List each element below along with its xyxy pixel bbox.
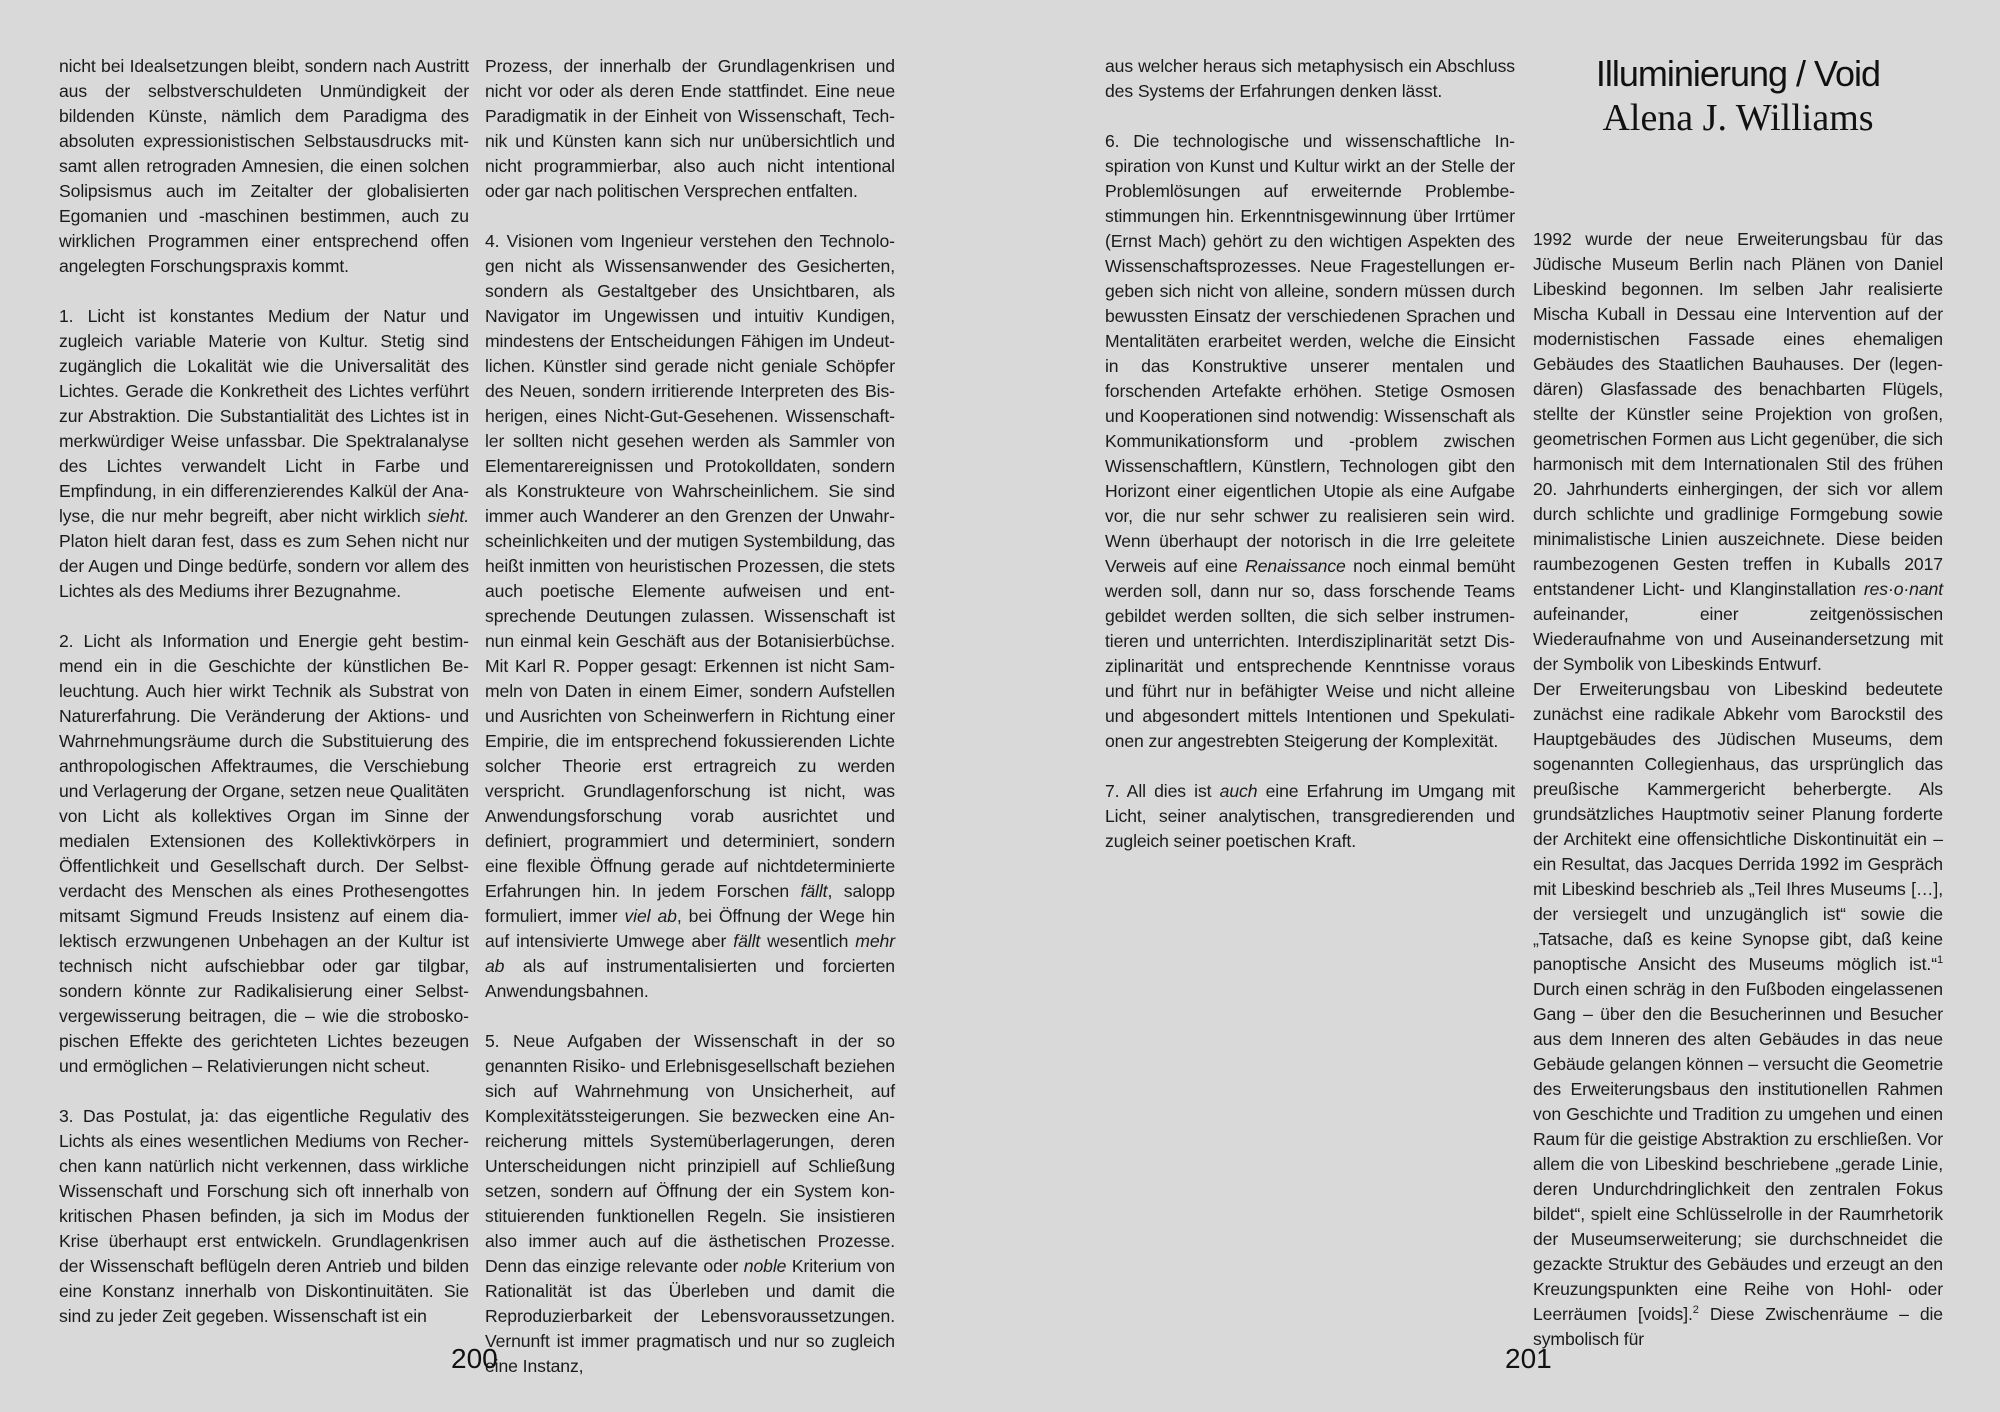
article-heading [1533,52,1943,140]
paragraph-4: 4. Visionen vom Ingenieur verstehen den Technologen nicht als Wissensanwender des Gesicherten, sondern als Gestaltgeber des Unsichtbaren, als Navigator im Ungewissen und intuitiv Kundigen, mindestens der Entscheidungen Fähigen im Undeutlichen. Künstler sind gerade nicht geniale Schöpfer des Neuen, sondern irritierende Interpreten des Bisherigen, eines Nicht-Gut-Gesehenen. Wissenschaftler sollten nicht gesehen werden als Sammler von Elementarereignissen und Protokolldaten, sondern als Konstrukteure von Wahrscheinlichem. Sie sind immer auch Wanderer an den Grenzen der Unwahrscheinlichkeiten und der mutigen Systembildung, das heißt inmitten von heuristischen Prozessen, die stets auch poetische Elemente aufweisen und entsprechende Deutungen zulassen. Wissenschaft ist nun einmal kein Geschäft aus der Botanisierbüchse. Mit Karl R. Popper gesagt: Erkennen ist nicht Sammeln von Daten in einem Eimer, sondern Aufstellen und Ausrichten von Scheinwerfern in Richtung einer Empirie, die im entsprechend fokussierenden Lichte solcher Theorie erst ertragreich zu werden verspricht. Grundlagenforschung ist nicht, was Anwendungsforschung vorab ausrichtet und definiert, programmiert und determiniert, sondern eine flexible Öffnung gerade auf nichtdeterminierte Erfahrungen hin. In jedem Forschen fällt, salopp formuliert, immer viel ab, bei Öffnung der Wege hin auf intensivierte Umwege aber fällt wesentlich mehr ab als auf instrumentalisierten und forcierten Anwendungsbahnen. [485,231,895,1001]
paragraph-1: 1. Licht ist konstantes Medium der Natur und zugleich variable Materie von Kultur. Stetig sind zugänglich die Lokalität wie die Universalität des Lichtes. Gerade die Konkretheit des Lichtes verführt zur Abstraktion. Die Substantialität des Lichtes ist in merkwürdiger Weise unfassbar. Die Spektralanalyse des Lichtes verwandelt Licht in Farbe und Empfindung, in ein differenzierendes Kalkül der Analyse, die nur mehr begreift, aber nicht wirklich sieht. Platon hielt daran fest, dass es zum Sehen nicht nur der Augen und Dinge bedürfe, sondern vor allem des Lichtes als des Mediums ihrer Bezugnahme. [59,306,469,601]
column-1 [59,54,469,1329]
column-4 [1533,227,1943,1352]
emphasis: fällt [733,931,761,951]
paragraph-3: 3. Das Postulat, ja: das eigentliche Regulativ des Lichts als eines wesentlichen Mediums von Recherchen kann natürlich nicht verkennen, dass wirkliche Wissenschaft und Forschung sich oft innerhalb von kritischen Phasen befinden, ja sich im Modus der Krise überhaupt erst entwickeln. Grundlagenkrisen der Wissenschaft beflügeln deren Antrieb und bilden eine Konstanz innerhalb von Diskontinuitäten. Sie sind zu jeder Zeit gegeben. Wissenschaft ist ein [59,1106,469,1326]
paragraph-5-continued: aus welcher heraus sich metaphysisch ein Abschluss des Systems der Erfahrungen denken lässt. [1105,56,1515,101]
emphasis: fällt [800,881,828,901]
column-2 [485,54,895,1379]
paragraph-7: 7. All dies ist auch eine Erfahrung im Umgang mit Licht, seiner analytischen, transgredierenden und zugleich seiner poetischen Kraft. [1105,781,1516,851]
emphasis: noble [743,1256,787,1276]
paragraph-3-continued: Prozess, der innerhalb der Grundlagenkrisen und nicht vor oder als deren Ende stattfindet. Eine neue Paradigmatik in der Einheit von Wissenschaft, Technik und Künsten kann sich nur unübersichtlich und nicht programmierbar, also auch nicht intentional oder gar nach politischen Versprechen entfalten. [485,56,895,201]
emphasis: viel ab [624,906,677,926]
article-paragraph-1: 1992 wurde der neue Erweiterungsbau für das Jüdische Museum Berlin nach Plänen von Daniel Libeskind begonnen. Im selben Jahr realisierte Mischa Kuball in Dessau eine Intervention auf der modernistischen Fassade eines ehemaligen Gebäudes des Staatlichen Bauhauses. Der (legendären) Glasfassade des benachbarten Flügels, stellte der Künstler seine Projektion von großen, geometrischen Formen aus Licht gegenüber, die sich harmonisch mit dem Internationalen Stil des frühen 20. Jahrhunderts einhergingen, der sich vor allem durch schlichte und gradlinige Formgebung sowie minimalistische Linien auszeichnete. Diese beiden raumbezogenen Gesten treffen in Kuballs 2017 entstandener Licht- und Klanginstallation res·o·nant aufeinander, einer zeitgenössischen Wiederaufnahme von und Auseinandersetzung mit der Symbolik von Libeskinds Entwurf. [1533,229,1943,674]
column-3 [1105,54,1515,854]
paragraph-5: 5. Neue Aufgaben der Wissenschaft in der so genannten Risiko- und Erlebnisgesellschaft beziehen sich auf Wahrnehmung von Unsicherheit, auf Komplexitätssteigerungen. Sie bezwecken eine Anreicherung mittels Systemüberlagerungen, deren Unterscheidungen nicht prinzipiell auf Schließung setzen, sondern auf Öffnung der ein System konstituierenden funktionellen Regeln. Sie insistieren also immer auch auf die ästhetischen Prozesse. Denn das einzige relevante oder noble Kriterium von Rationalität ist das Überleben und damit die Reproduzierbarkeit der Lebensvoraussetzungen. Vernunft ist immer pragmatisch und nur so zugleich eine Instanz, [485,1031,895,1376]
right-page [1000,0,2000,1412]
footnote-ref-1[interactable]: 1 [1936,954,1943,967]
emphasis-artwork-title: res·o·nant [1863,579,1943,599]
paragraph-6: 6. Die technologische und wissenschaftliche Inspiration von Kunst und Kultur wirkt an der Stelle der Problemlösungen auf erweiternde Problembestimmungen hin. Erkenntnisgewinnung über Irrtümer (Ernst Mach) gehört zu den wichtigen Aspekten des Wissenschaftsprozesses. Neue Fragestellungen ergeben sich nicht von alleine, sondern müssen durch bewussten Einsatz der verschiedenen Sprachen und Mentalitäten erarbeitet werden, welche die Einsicht in das Konstruktive unserer mentalen und forschenden Artefakte erhöhen. Stetige Osmosen und Kooperationen sind notwendig: Wissenschaft als Kommunikationsform und -problem zwischen Wissenschaftlern, Künstlern, Technologen gibt den Horizont einer eigentlichen Utopie als eine Aufgabe vor, die nur sehr schwer zu realisieren sein wird. Wenn überhaupt der notorisch in die Irre geleitete Verweis auf eine Renaissance noch einmal bemüht werden soll, dann nur so, dass forschende Teams gebildet werden sollten, die sich selber instrumentieren und unterrichten. Interdisziplinarität setzt Disziplinarität und entsprechende Kenntnisse voraus und führt nur in befähigter Weise und nicht alleine und abgesondert mittels Intentionen und Spekulationen zur angestrebten Steigerung der Komplexität. [1105,131,1515,751]
page-number-left: 200 [451,1343,498,1374]
emphasis: mehr ab [485,931,895,976]
article-author: Alena J. Williams [1602,97,1874,139]
article-paragraph-2: Der Erweiterungsbau von Libeskind bedeutete zunächst eine radikale Abkehr vom Barockstil des Hauptgebäudes des Jüdischen Museums, dem sogenannten Collegienhaus, das ursprünglich das preußische Kammergericht beherbergte. Als grundsätzliches Hauptmotiv seiner Planung forderte der Architekt eine offensichtliche Diskontinuität ein – ein Resultat, das Jacques Derrida 1992 im Gespräch mit Libeskind beschrieb als „Teil Ihres Museums […], der versiegelt und unzugänglich ist“ sowie die „Tatsache, daß es keine Synopse gibt, daß keine panoptische Ansicht des Museums möglich ist.“$^1$ Durch einen schräg in den Fußboden eingelassenen Gang – über den die Besucherinnen und Besucher aus dem Inneren des alten Gebäudes in das neue Gebäude gelangen können – versucht die Geometrie des Erweiterungsbaus den institutionellen Rahmen von Geschichte und Tradition zu umgehen und einen Raum für die geistige Abstraktion zu erschließen. Vor allem die von Libeskind beschriebene „gerade Linie, deren Undurchdringlichkeit den zentralen Fokus bildet“, spielt eine Schlüsselrolle in der Raumrhetorik der Museumserweiterung; sie durchschneidet die gezackte Struktur des Gebäudes und erzeugt an den Kreuzungspunkten eine Reihe von Hohl- oder Leerräumen [voids].$^2$ Diese Zwischenräume – die symbolisch für [1533,679,1943,1349]
emphasis: sieht. [427,506,469,526]
emphasis: Renaissance [1245,556,1346,576]
page-number-right: 201 [1505,1343,1552,1374]
article-title: Illuminierung / Void [1595,53,1881,94]
paragraph-intro-continued: nicht bei Idealsetzungen bleibt, sondern nach Austritt aus der selbstverschuldeten Unmündigkeit der bildenden Künste, nämlich dem Paradigma des absoluten expressionistischen Selbstausdrucks mitsamt allen retrograden Amnesien, die einen solchen Solipsismus auch im Zeitalter der globalisierten Egomanien und -maschinen bestimmen, auch zu wirklichen Programmen einer entsprechend offen angelegten Forschungspraxis kommt. [59,56,469,276]
emphasis: auch [1219,781,1258,801]
footnote-ref-2[interactable]: 2 [1692,1304,1699,1317]
paragraph-2: 2. Licht als Information und Energie geht bestimmend ein in die Geschichte der künstlichen Beleuchtung. Auch hier wirkt Technik als Substrat von Naturerfahrung. Die Veränderung der Aktions- und Wahrnehmungsräume durch die Substituierung des anthropologischen Affektraumes, die Verschiebung und Verlagerung der Organe, setzen neue Qualitäten von Licht als kollektives Organ im Sinne der medialen Extensionen des Kollektivkörpers in Öffentlichkeit und Gesellschaft durch. Der Selbstverdacht des Menschen als eines Prothesengottes mitsamt Sigmund Freuds Insistenz auf einem dialektisch erzwungenen Unbehagen an der Kultur ist technisch nicht aufschiebbar oder gar tilgbar, sondern könnte zur Radikalisierung einer Selbstvergewisserung beitragen, die – wie die stroboskopischen Effekte des gerichteten Lichtes bezeugen und ermöglichen – Relativierungen nicht scheut. [59,631,469,1076]
